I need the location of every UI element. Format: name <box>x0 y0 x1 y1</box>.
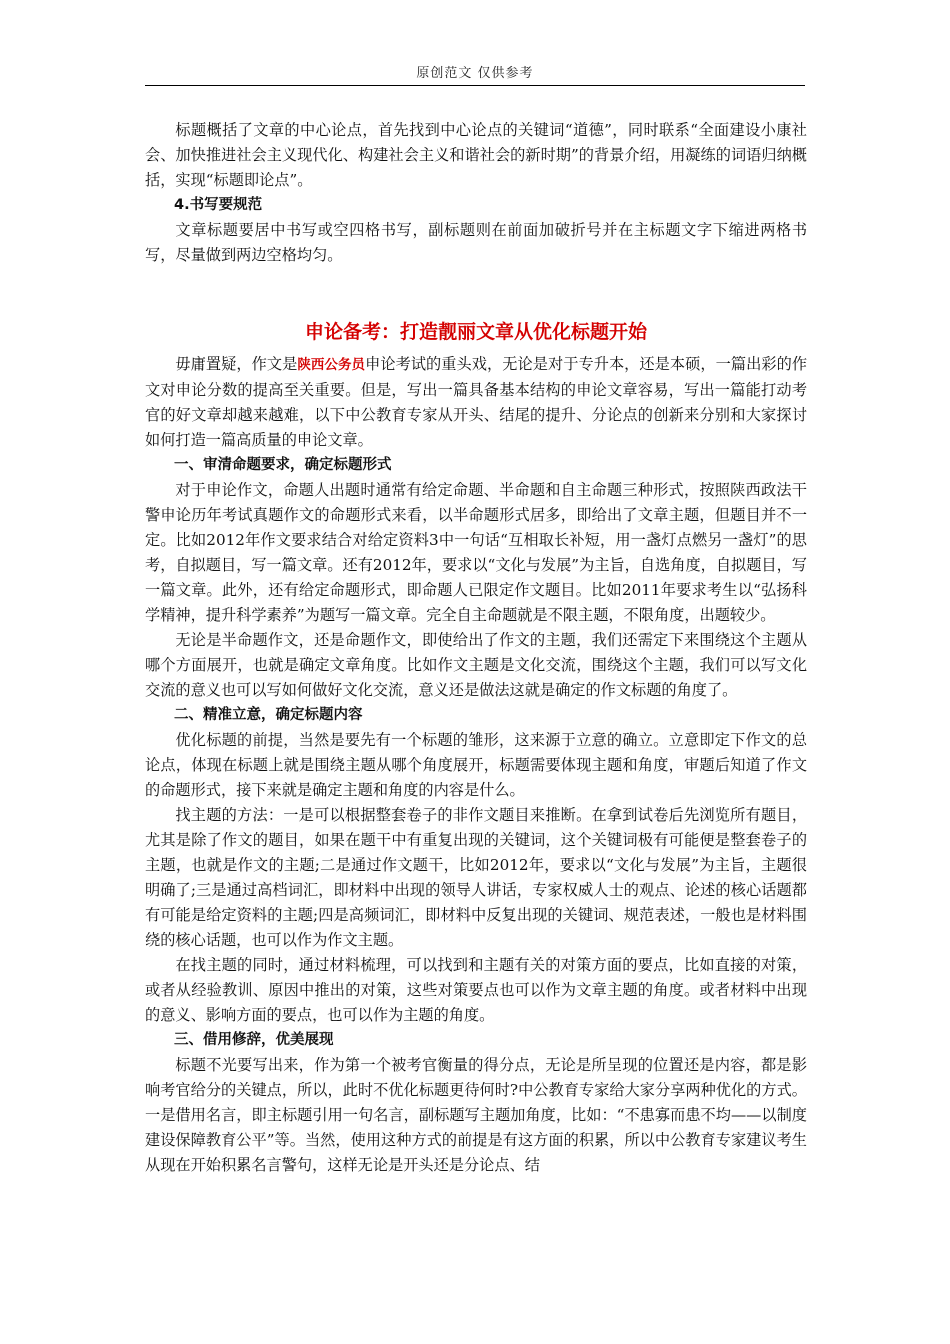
paragraph: 在找主题的同时，通过材料梳理，可以找到和主题有关的对策方面的要点，比如直接的对策，或者从经验教训、原因中推出的对策，这些对策要点也可以作为文章主题的角度。或者材料中出现的意义、影响方面的要点，也可以作为主题的角度。 <box>145 956 807 1024</box>
section-heading: 二、精准立意，确定标题内容 <box>174 707 363 723</box>
shaanxi-civil-servant-link[interactable]: 陕西公务员 <box>297 357 366 373</box>
intro-text: 毋庸置疑，作文是 <box>175 355 298 373</box>
page-header: 原创范文 仅供参考 <box>416 66 534 81</box>
paragraph: 无论是半命题作文，还是命题作文，即使给出了作文的主题，我们还需定下来围绕这个主题从哪个方面展开，也就是确定文章角度。比如作文主题是文化交流，围绕这个主题，我们可以写文化交流的意义也可以写如何做好文化交流，意义还是做法这就是确定的作文标题的角度了。 <box>145 631 807 699</box>
document-body <box>145 118 807 1178</box>
paragraph: 文章标题要居中书写或空四格书写，副标题则在前面加破折号并在主标题文字下缩进两格书写，尽量做到两边空格均匀。 <box>145 221 807 264</box>
paragraph: 标题不光要写出来，作为第一个被考官衡量的得分点，无论是所呈现的位置还是内容，都是影响考官给分的关键点，所以，此时不优化标题更待何时?中公教育专家给大家分享两种优化的方式。一是借用名言，即主标题引用一句名言，副标题写主题加角度，比如：“不患寡而患不均——以制度建设保障教育公平”等。当然，使用这种方式的前提是有这方面的积累，所以中公教育专家建议考生从现在开始积累名言警句，这样无论是开头还是分论点、结 <box>145 1056 807 1174</box>
header-divider <box>145 85 805 86</box>
section-heading: 4.书写要规范 <box>174 197 263 213</box>
article-title: 申论备考：打造靓丽文章从优化标题开始 <box>304 321 647 343</box>
intro-paragraph <box>145 352 807 453</box>
paragraph: 对于申论作文，命题人出题时通常有给定命题、半命题和自主命题三种形式，按照陕西政法干警申论历年考试真题作文的命题形式来看，以半命题形式居多，即给出了文章主题，但题目并不一定。比如2012年作文要求结合对给定资料3中一句话“互相取长补短，用一盏灯点燃另一盏灯”的思考，自拟题目，写一篇文章。还有2012年，要求以“文化与发展”为主旨，自选角度，自拟题目，写一篇文章。此外，还有给定命题形式，即命题人已限定作文题目。比如2011年要求考生以“弘扬科学精神，提升科学素养”为题写一篇文章。完全自主命题就是不限主题，不限角度，出题较少。 <box>145 481 807 624</box>
intro-text-cont: 申论考试的重头戏，无论是对于专升本，还是本硕，一篇出彩的作文对申论分数的提高至关重要。但是，写出一篇具备基本结构的申论文章容易，写出一篇能打动考官的好文章却越来越难，以下中公教育专家从开头、结尾的提升、分论点的创新来分别和大家探讨如何打造一篇高质量的申论文章。 <box>145 355 808 449</box>
section-heading: 一、审清命题要求，确定标题形式 <box>174 457 392 473</box>
paragraph: 找主题的方法：一是可以根据整套卷子的非作文题目来推断。在拿到试卷后先浏览所有题目，尤其是除了作文的题目，如果在题干中有重复出现的关键词，这个关键词极有可能便是整套卷子的主题，也就是作文的主题;二是通过作文题干，比如2012年，要求以“文化与发展”为主旨，主题很明确了;三是通过高档词汇，即材料中出现的领导人讲话，专家权威人士的观点、论述的核心话题都有可能是给定资料的主题;四是高频词汇，即材料中反复出现的关键词、规范表述，一般也是材料围绕的核心话题，也可以作为作文主题。 <box>145 806 807 949</box>
paragraph: 标题概括了文章的中心论点，首先找到中心论点的关键词“道德”，同时联系“全面建设小康社会、加快推进社会主义现代化、构建社会主义和谐社会的新时期”的背景介绍，用凝练的词语归纳概括，实现“标题即论点”。 <box>145 121 807 189</box>
section-heading: 三、借用修辞，优美展现 <box>174 1032 334 1048</box>
paragraph: 优化标题的前提，当然是要先有一个标题的雏形，这来源于立意的确立。立意即定下作文的总论点，体现在标题上就是围绕主题从哪个角度展开，标题需要体现主题和角度，审题后知道了作文的命题形式，接下来就是确定主题和角度的内容是什么。 <box>145 731 807 799</box>
